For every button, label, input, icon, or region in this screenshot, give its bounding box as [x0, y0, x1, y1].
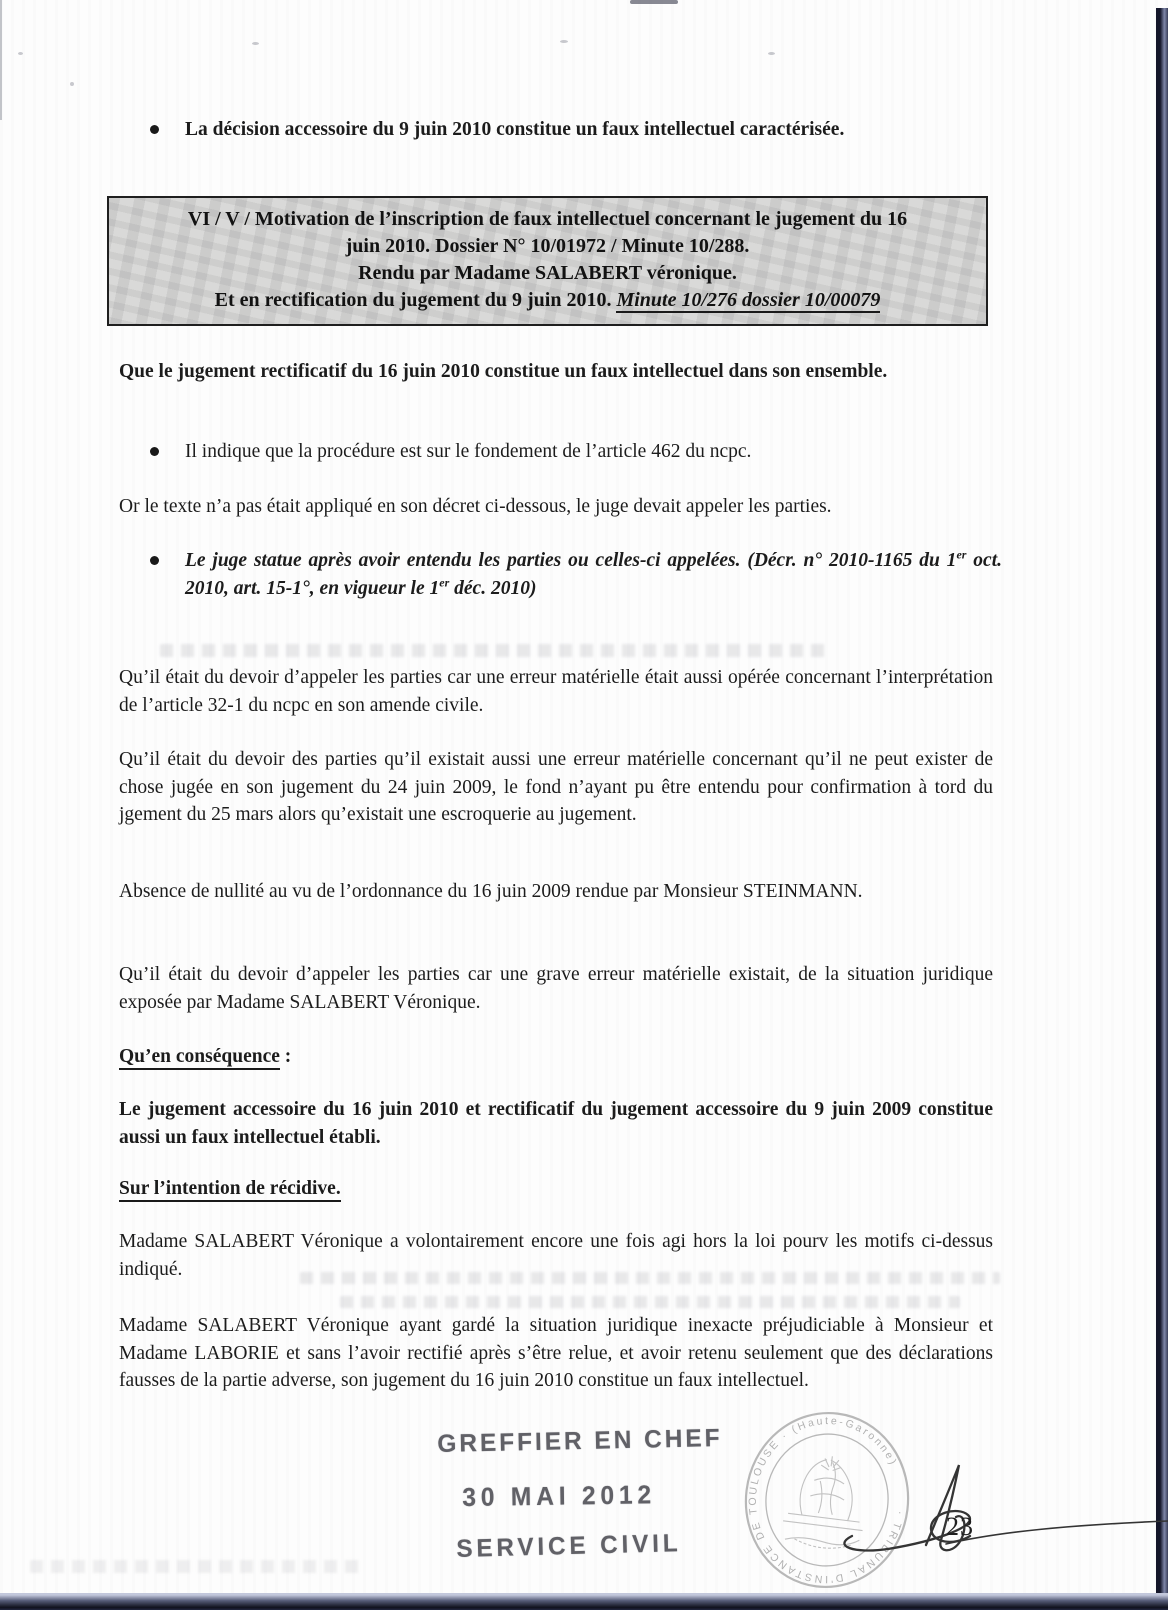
scan-speckle	[560, 40, 568, 43]
heading-recidive-underlined: Sur l’intention de récidive.	[119, 1178, 341, 1202]
bullet-juge-statue	[150, 547, 1002, 602]
paragraph-ensemble: Que le jugement rectificatif du 16 juin 2010 constitue un faux intellectuel dans son ensemble.	[119, 361, 888, 382]
scan-edge-left	[0, 0, 2, 120]
scan-speckle	[768, 52, 775, 55]
scan-speckle	[252, 42, 259, 45]
seal-ring-text: · TRIBUNAL D'INSTANCE DE TOULOUSE · (Haute-Garonne)	[746, 1415, 907, 1586]
scan-edge-top-mark	[630, 0, 678, 4]
bleed-through-text	[300, 1272, 1000, 1284]
heading-recidive	[119, 1175, 993, 1203]
juge-part3: déc. 2010)	[449, 577, 537, 599]
header-line-4-minute-ref: Minute 10/276 dossier 10/00079	[616, 289, 881, 311]
scan-edge-bottom	[0, 1593, 1168, 1610]
section-header-box	[107, 196, 988, 326]
bullet-icon	[150, 556, 159, 565]
paragraph-grave-erreur: Qu’il était du devoir d’appeler les parties car une grave erreur matérielle existait, de la situation juridique exposée par Madame SALABERT Véronique.	[119, 964, 993, 1013]
stamp-service-civil: SERVICE CIVIL	[456, 1529, 682, 1563]
paragraph-volontairement: Madame SALABERT Véronique a volontairement encore une fois agi hors la loi pourv les motifs ci-dessus indiqué.	[119, 1231, 993, 1280]
header-line-1: VI / V / Motivation de l’inscription de faux intellectuel concernant le jugement du 16	[187, 208, 908, 230]
header-line-4	[121, 287, 974, 314]
header-line-2: juin 2010. Dossier N° 10/01972 / Minute 10/288.	[345, 235, 750, 257]
bleed-through-text	[340, 1296, 960, 1308]
heading-consequence	[119, 1043, 993, 1071]
juge-part1: Le juge statue après avoir entendu les parties ou celles-ci appelées. (Décr. n° 2010-1165 du 1	[185, 550, 957, 571]
header-line-3: Rendu par Madame SALABERT véronique.	[358, 262, 737, 284]
heading-consequence-colon: :	[279, 1046, 292, 1067]
heading-consequence-underlined: Qu’en conséquence	[119, 1046, 280, 1070]
paragraph-garde: Madame SALABERT Véronique ayant gardé la situation juridique inexacte préjudiciable à Monsieur et Madame LABORIE et sans l’avoir rectifié après s’être relue, et avoir retenu seulement que des déclarations fausses de la partie adverse, son jugement du 16 juin 2010 constitue un faux intellectuel.	[119, 1315, 993, 1391]
page-number: 23	[946, 1512, 974, 1541]
bleed-through-text	[30, 1560, 360, 1573]
paragraph-jugement-accessoire: Le jugement accessoire du 16 juin 2010 et rectificatif du jugement accessoire du 9 juin 2009 constitue aussi un faux intellectuel établi.	[119, 1099, 993, 1148]
juge-sup1: er	[956, 547, 967, 562]
scan-speckle	[18, 52, 23, 55]
intro-bullet-item	[150, 116, 996, 144]
intro-bullet-text: La décision accessoire du 9 juin 2010 constitue un faux intellectuel caractérisée.	[185, 119, 845, 140]
bleed-through-text	[160, 644, 830, 657]
paragraph-absence: Absence de nullité au vu de l’ordonnance du 16 juin 2009 rendue par Monsieur STEINMANN.	[119, 881, 863, 902]
paragraph-devoir-appeler: Qu’il était du devoir d’appeler les parties car une erreur matérielle était aussi opérée concernant l’interprétation de l’article 32-1 du ncpc en son amende civile.	[119, 667, 993, 716]
header-line-4-prefix: Et en rectification du jugement du 9 juin 2010.	[214, 289, 617, 311]
bullet-juge-statue-text	[185, 547, 1002, 602]
paragraph-texte: Or le texte n’a pas était appliqué en son décret ci-dessous, le juge devait appeler les parties.	[119, 496, 832, 517]
juge-sup2: er	[439, 575, 450, 589]
handwritten-signature	[828, 1450, 1168, 1562]
stamp-date: 30 MAI 2012	[462, 1479, 657, 1512]
stamp-greffier-en-chef: GREFFIER EN CHEF	[437, 1424, 723, 1458]
scan-edge-right	[1156, 8, 1168, 1610]
scan-speckle	[70, 82, 74, 86]
bullet-article-462	[150, 438, 996, 466]
bullet-icon	[150, 125, 159, 134]
bullet-article-462-text: Il indique que la procédure est sur le fondement de l’article 462 du ncpc.	[185, 441, 752, 462]
bullet-icon	[150, 447, 159, 456]
juge-part2: oct. 2010, art. 15-1°, en vigueur le 1	[185, 550, 1002, 599]
paragraph-devoir-parties: Qu’il était du devoir des parties qu’il existait aussi une erreur matérielle concernant qu’il ne peut exister de chose jugée en son jugement du 24 juin 2009, le fond n’ayant pu être entendu pour confirmation à tord du jgement du 25 mars alors qu’existait une escroquerie au jugement.	[119, 749, 993, 825]
